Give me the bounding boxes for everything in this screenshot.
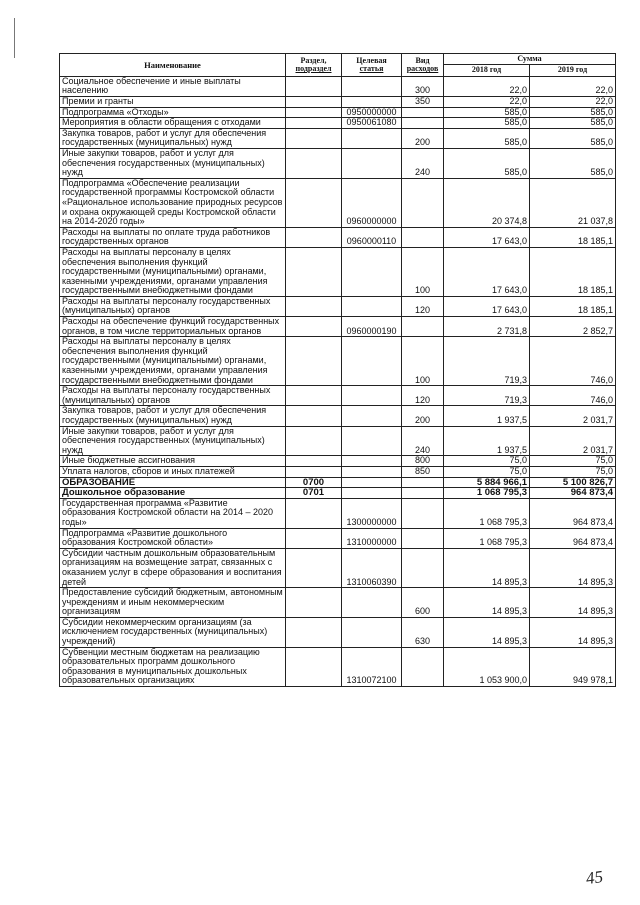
row-name: Уплата налогов, сборов и иных платежей (60, 466, 286, 477)
row-amount-2018: 585,0 (444, 148, 530, 178)
row-section: 0700 (286, 477, 342, 488)
row-exptype (402, 647, 444, 686)
header-exptype-line2: расходов (406, 63, 439, 73)
row-exptype (402, 477, 444, 488)
row-name: Расходы на выплаты персоналу государственных (муниципальных) органов (60, 386, 286, 406)
row-name: Расходы на выплаты по оплате труда работников государственных органов (60, 227, 286, 247)
row-amount-2018: 14 895,3 (444, 548, 530, 587)
table-row (60, 456, 616, 467)
table-row (60, 406, 616, 426)
header-section (286, 54, 342, 77)
table-row (60, 178, 616, 227)
row-name: Закупка товаров, работ и услуг для обеспечения государственных (муниципальных) нужд (60, 406, 286, 426)
row-target (342, 337, 402, 386)
header-year-2019: 2019 год (530, 65, 616, 76)
row-name: Премии и гранты (60, 97, 286, 108)
table-row (60, 488, 616, 499)
row-amount-2018: 1 068 795,3 (444, 488, 530, 499)
table-row (60, 128, 616, 148)
table-row (60, 97, 616, 108)
row-target (342, 588, 402, 618)
row-amount-2019: 18 185,1 (530, 227, 616, 247)
budget-table (59, 53, 616, 687)
row-section (286, 118, 342, 129)
row-section (286, 107, 342, 118)
row-section (286, 296, 342, 316)
row-target (342, 386, 402, 406)
row-target (342, 456, 402, 467)
row-exptype (402, 227, 444, 247)
row-target: 0960000110 (342, 227, 402, 247)
row-name: Предоставление субсидий бюджетным, автономным учреждениям и иным некоммерческим организациям (60, 588, 286, 618)
row-amount-2018: 1 068 795,3 (444, 498, 530, 528)
row-amount-2019: 2 031,7 (530, 406, 616, 426)
row-amount-2019: 75,0 (530, 466, 616, 477)
row-target (342, 76, 402, 96)
row-exptype: 600 (402, 588, 444, 618)
row-section (286, 647, 342, 686)
row-section: 0701 (286, 488, 342, 499)
row-amount-2018: 17 643,0 (444, 247, 530, 296)
table-row (60, 118, 616, 129)
row-name: Расходы на выплаты персоналу государственных (муниципальных) органов (60, 296, 286, 316)
row-exptype (402, 178, 444, 227)
row-target (342, 128, 402, 148)
row-exptype: 630 (402, 617, 444, 647)
header-year-2018: 2018 год (444, 65, 530, 76)
row-exptype: 200 (402, 406, 444, 426)
row-target (342, 247, 402, 296)
row-name: Субвенции местным бюджетам на реализацию образовательных программ дошкольного образования в муниципальных дошкольных образовательных организациях (60, 647, 286, 686)
row-amount-2018: 585,0 (444, 107, 530, 118)
row-section (286, 466, 342, 477)
row-exptype (402, 498, 444, 528)
table-row (60, 477, 616, 488)
row-section (286, 456, 342, 467)
row-amount-2019: 22,0 (530, 76, 616, 96)
row-amount-2019: 964 873,4 (530, 498, 616, 528)
row-target (342, 488, 402, 499)
row-amount-2019: 2 852,7 (530, 317, 616, 337)
row-amount-2019: 585,0 (530, 118, 616, 129)
margin-mark (14, 18, 15, 58)
header-target-line1: Целевая (356, 55, 387, 65)
row-section (286, 548, 342, 587)
header-sum: Сумма (444, 54, 616, 65)
row-amount-2018: 719,3 (444, 386, 530, 406)
row-target: 0950000000 (342, 107, 402, 118)
row-name: Субсидии некоммерческим организациям (за исключением государственных (муниципальных) учреждений) (60, 617, 286, 647)
table-row (60, 647, 616, 686)
row-amount-2019: 18 185,1 (530, 296, 616, 316)
row-target (342, 296, 402, 316)
row-amount-2018: 14 895,3 (444, 617, 530, 647)
row-name: Подпрограмма «Отходы» (60, 107, 286, 118)
row-amount-2019: 22,0 (530, 97, 616, 108)
row-amount-2019: 949 978,1 (530, 647, 616, 686)
row-name: Государственная программа «Развитие образования Костромской области на 2014 – 2020 годы» (60, 498, 286, 528)
row-name: Иные бюджетные ассигнования (60, 456, 286, 467)
row-target: 0960000190 (342, 317, 402, 337)
row-amount-2018: 75,0 (444, 466, 530, 477)
row-target (342, 466, 402, 477)
row-section (286, 498, 342, 528)
row-exptype (402, 488, 444, 499)
table-body (60, 76, 616, 686)
row-section (286, 76, 342, 96)
row-section (286, 426, 342, 456)
row-section (286, 247, 342, 296)
row-amount-2018: 14 895,3 (444, 588, 530, 618)
row-name: Субсидии частным дошкольным образовательным организациям на возмещение затрат, связанных с оказанием услуг в сфере образования и воспитания детей (60, 548, 286, 587)
row-target (342, 406, 402, 426)
row-exptype (402, 107, 444, 118)
row-name: Подпрограмма «Обеспечение реализации государственной программы Костромской области «Рациональное использование природных ресурсов и охрана окружающей среды Костромской области на 2014-2020 годы» (60, 178, 286, 227)
row-name: Социальное обеспечение и иные выплаты населению (60, 76, 286, 96)
row-amount-2018: 22,0 (444, 97, 530, 108)
row-amount-2019: 75,0 (530, 456, 616, 467)
table-row (60, 227, 616, 247)
table-row (60, 76, 616, 96)
row-amount-2018: 1 937,5 (444, 426, 530, 456)
header-section-line1: Раздел, (300, 55, 327, 65)
row-exptype (402, 317, 444, 337)
row-amount-2019: 14 895,3 (530, 548, 616, 587)
row-name: Расходы на выплаты персоналу в целях обеспечения выполнения функций государственными (муниципальными) органами, казенными учреждениями, органами управления государственными внебюджетными фондами (60, 247, 286, 296)
row-exptype: 120 (402, 386, 444, 406)
row-amount-2019: 585,0 (530, 107, 616, 118)
row-exptype: 850 (402, 466, 444, 477)
row-exptype: 100 (402, 247, 444, 296)
row-exptype: 100 (402, 337, 444, 386)
table-row (60, 148, 616, 178)
row-section (286, 528, 342, 548)
row-exptype (402, 528, 444, 548)
row-name: Иные закупки товаров, работ и услуг для обеспечения государственных (муниципальных) нужд (60, 426, 286, 456)
row-amount-2019: 5 100 826,7 (530, 477, 616, 488)
row-name: Дошкольное образование (60, 488, 286, 499)
row-target (342, 148, 402, 178)
row-name: ОБРАЗОВАНИЕ (60, 477, 286, 488)
row-amount-2018: 585,0 (444, 118, 530, 129)
table-row (60, 247, 616, 296)
row-name: Иные закупки товаров, работ и услуг для обеспечения государственных (муниципальных) нужд (60, 148, 286, 178)
row-amount-2019: 14 895,3 (530, 617, 616, 647)
row-name: Мероприятия в области обращения с отходами (60, 118, 286, 129)
row-amount-2018: 5 884 966,1 (444, 477, 530, 488)
table-row (60, 548, 616, 587)
row-exptype: 120 (402, 296, 444, 316)
row-section (286, 227, 342, 247)
table-row (60, 426, 616, 456)
row-section (286, 588, 342, 618)
row-exptype: 800 (402, 456, 444, 467)
row-target: 1310072100 (342, 647, 402, 686)
row-amount-2019: 746,0 (530, 337, 616, 386)
row-section (286, 97, 342, 108)
row-amount-2019: 964 873,4 (530, 528, 616, 548)
row-target: 1300000000 (342, 498, 402, 528)
table-row (60, 317, 616, 337)
row-target: 1310060390 (342, 548, 402, 587)
row-amount-2018: 1 053 900,0 (444, 647, 530, 686)
row-section (286, 317, 342, 337)
row-exptype: 200 (402, 128, 444, 148)
row-exptype: 240 (402, 148, 444, 178)
table-header (60, 54, 616, 77)
row-amount-2018: 17 643,0 (444, 227, 530, 247)
row-exptype: 300 (402, 76, 444, 96)
row-name: Расходы на выплаты персоналу в целях обеспечения выполнения функций государственными (муниципальными) органами, казенными учреждениями, органами управления государственными внебюджетными фондами (60, 337, 286, 386)
row-amount-2018: 75,0 (444, 456, 530, 467)
row-exptype: 350 (402, 97, 444, 108)
row-exptype (402, 118, 444, 129)
row-amount-2019: 2 031,7 (530, 426, 616, 456)
header-target-line2: статья (359, 63, 384, 73)
row-amount-2018: 719,3 (444, 337, 530, 386)
row-exptype (402, 548, 444, 587)
row-section (286, 406, 342, 426)
row-amount-2019: 18 185,1 (530, 247, 616, 296)
table-row (60, 296, 616, 316)
header-target (342, 54, 402, 77)
table-row (60, 588, 616, 618)
row-target (342, 617, 402, 647)
row-target: 0960000000 (342, 178, 402, 227)
table-row (60, 528, 616, 548)
row-amount-2019: 964 873,4 (530, 488, 616, 499)
row-amount-2019: 585,0 (530, 148, 616, 178)
row-section (286, 148, 342, 178)
row-section (286, 178, 342, 227)
row-target (342, 477, 402, 488)
row-section (286, 386, 342, 406)
row-name: Закупка товаров, работ и услуг для обеспечения государственных (муниципальных) нужд (60, 128, 286, 148)
header-section-line2: подраздел (295, 63, 332, 73)
table-row (60, 386, 616, 406)
page-number: 45 (584, 866, 605, 889)
row-target (342, 426, 402, 456)
row-section (286, 617, 342, 647)
table-row (60, 337, 616, 386)
header-exptype (402, 54, 444, 77)
table-row (60, 107, 616, 118)
row-amount-2019: 746,0 (530, 386, 616, 406)
header-name: Наименование (60, 54, 286, 77)
table-row (60, 617, 616, 647)
row-target: 1310000000 (342, 528, 402, 548)
row-amount-2019: 21 037,8 (530, 178, 616, 227)
row-amount-2018: 1 937,5 (444, 406, 530, 426)
row-target: 0950061080 (342, 118, 402, 129)
row-section (286, 337, 342, 386)
row-target (342, 97, 402, 108)
row-amount-2019: 14 895,3 (530, 588, 616, 618)
table-row (60, 466, 616, 477)
row-amount-2018: 22,0 (444, 76, 530, 96)
table-row (60, 498, 616, 528)
row-amount-2018: 20 374,8 (444, 178, 530, 227)
row-amount-2018: 585,0 (444, 128, 530, 148)
row-name: Подпрограмма «Развитие дошкольного образования Костромской области» (60, 528, 286, 548)
row-name: Расходы на обеспечение функций государственных органов, в том числе территориальных органов (60, 317, 286, 337)
row-amount-2019: 585,0 (530, 128, 616, 148)
row-amount-2018: 1 068 795,3 (444, 528, 530, 548)
row-amount-2018: 17 643,0 (444, 296, 530, 316)
row-exptype: 240 (402, 426, 444, 456)
row-section (286, 128, 342, 148)
row-amount-2018: 2 731,8 (444, 317, 530, 337)
header-exptype-line1: Вид (415, 55, 430, 65)
